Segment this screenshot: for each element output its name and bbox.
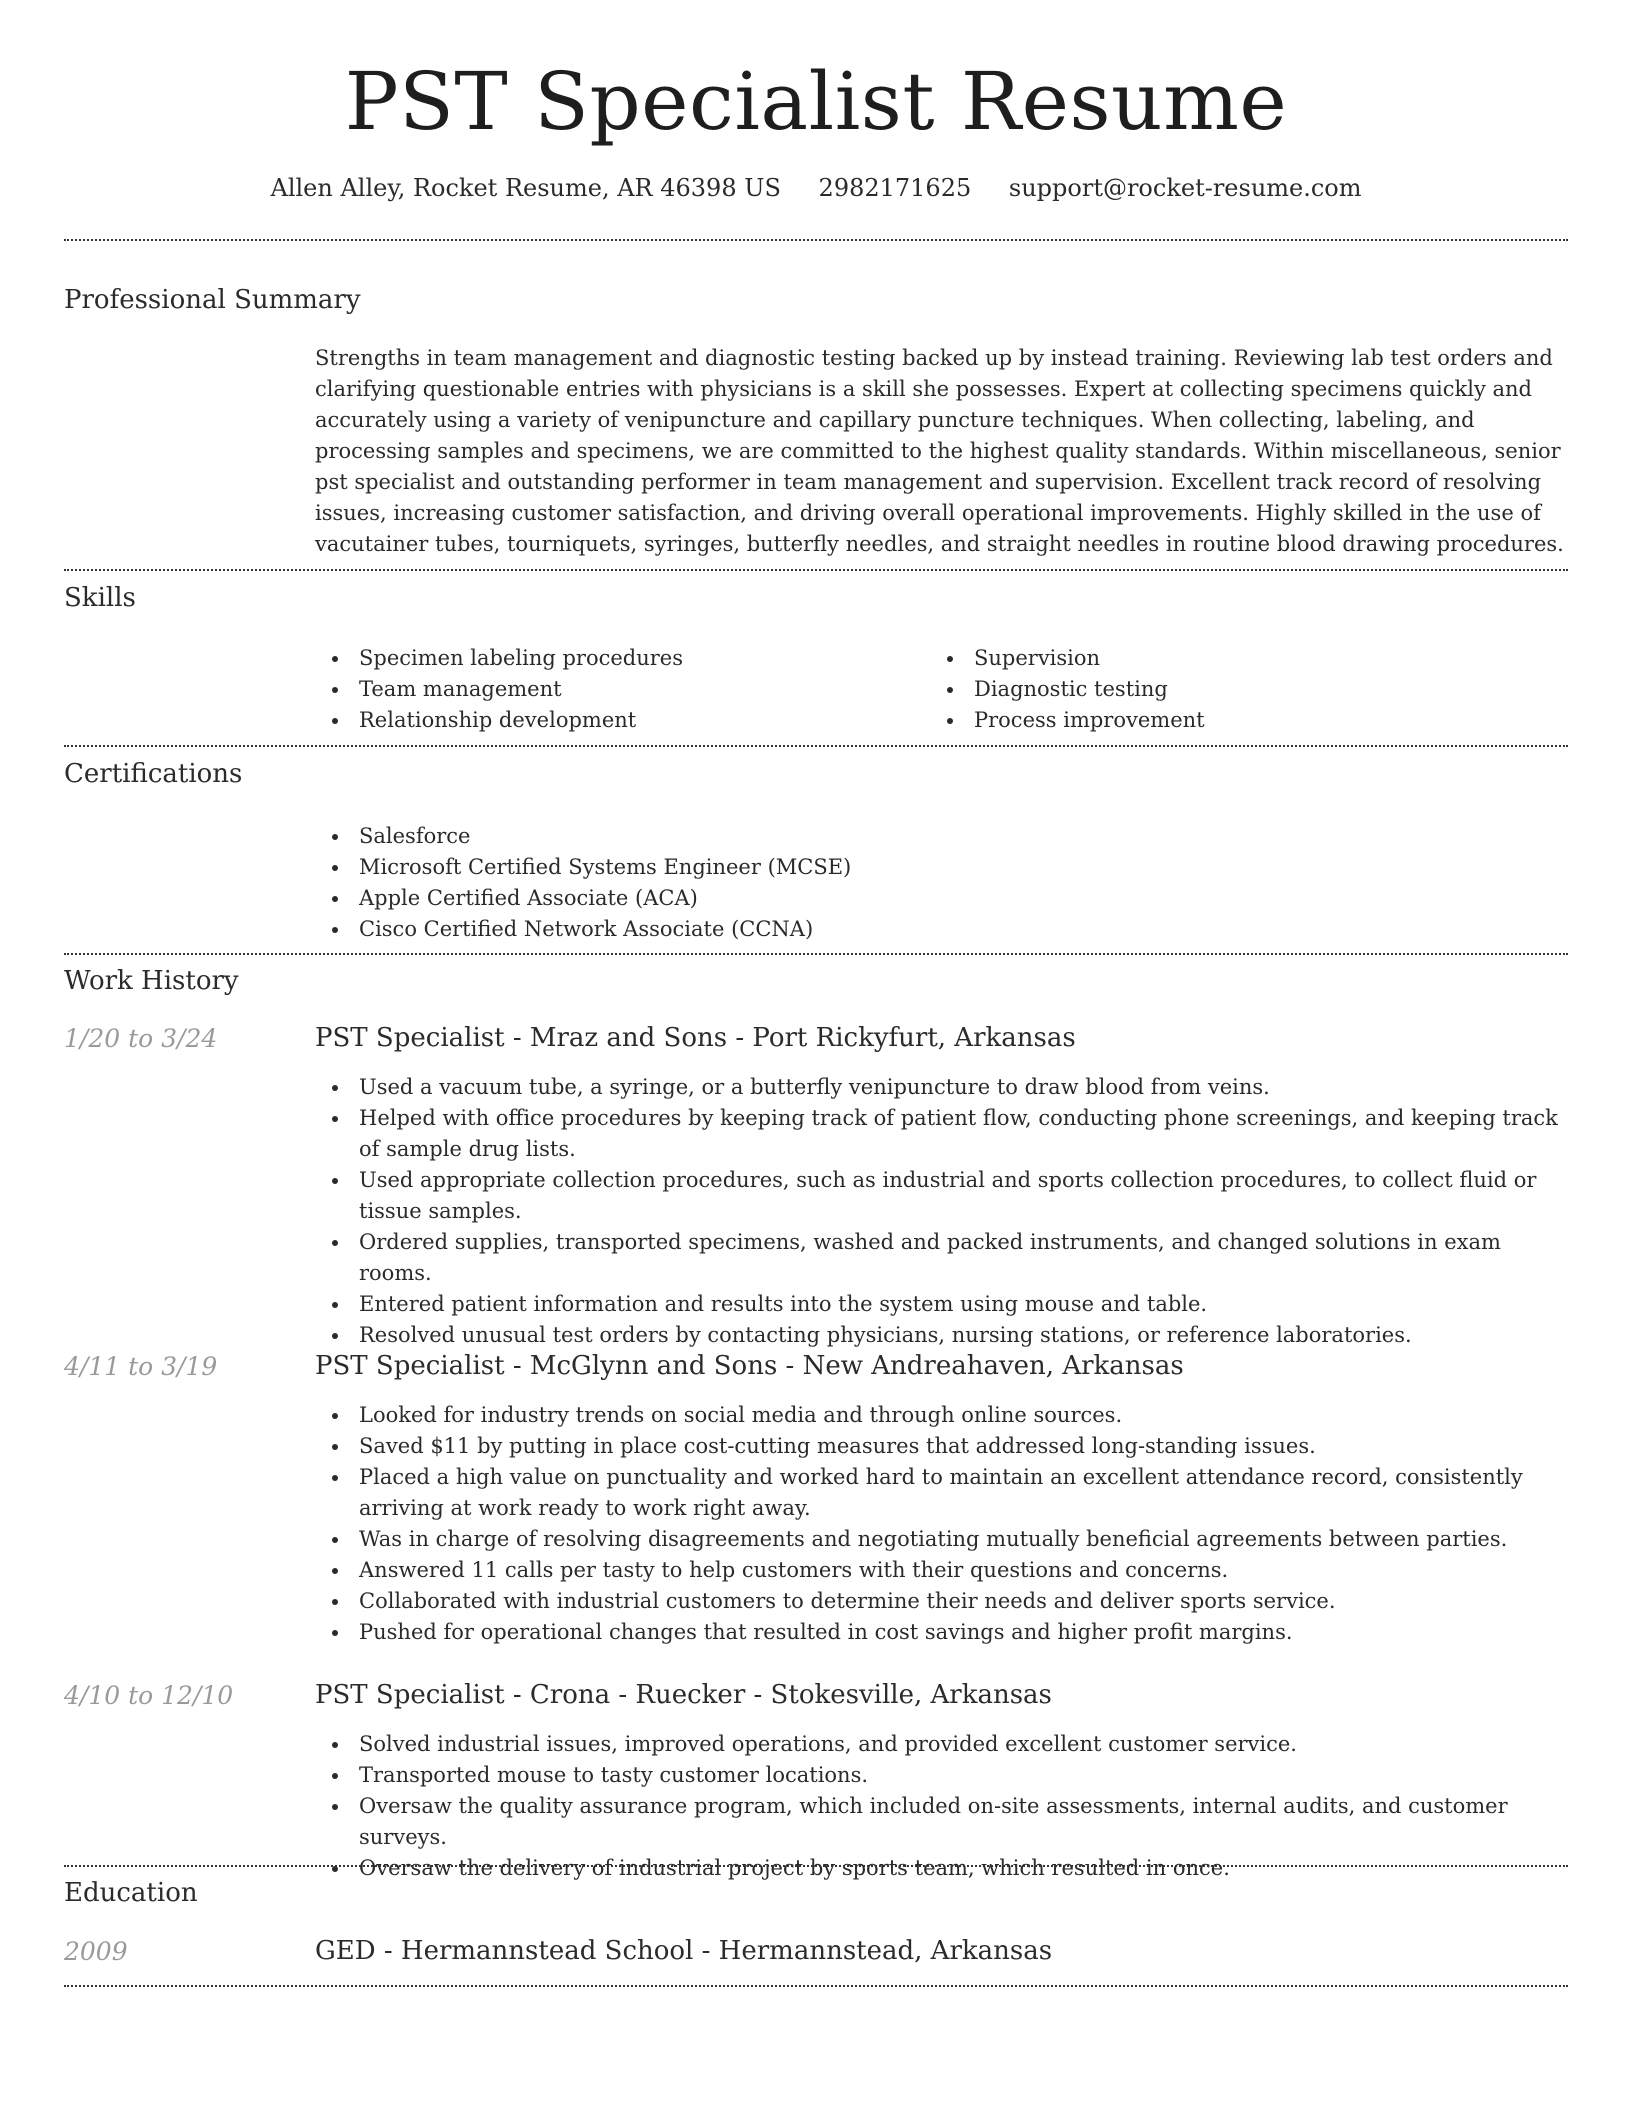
job-title: PST Specialist - McGlynn and Sons - New Andreahaven, Arkansas [315,1351,1184,1381]
certifications-heading: Certifications [64,759,243,789]
contact-phone: 2982171625 [818,174,972,202]
job-bullet: Collaborated with industrial customers to determine their needs and deliver sports service. [315,1586,1568,1617]
skill-item: Supervision [930,643,1530,674]
skills-list-left [315,643,915,736]
job-bullet: Was in charge of resolving disagreements and negotiating mutually beneficial agreements between parties. [315,1524,1568,1555]
job-dates: 4/10 to 12/10 [64,1681,234,1710]
certifications-list [315,821,1568,945]
skill-item: Relationship development [315,705,915,736]
job-title: PST Specialist - Mraz and Sons - Port Rickyfurt, Arkansas [315,1023,1076,1053]
certification-item: Cisco Certified Network Associate (CCNA) [315,914,1568,945]
job-bullets [315,1729,1568,1884]
job-bullet: Pushed for operational changes that resulted in cost savings and higher profit margins. [315,1617,1568,1648]
certification-item: Salesforce [315,821,1568,852]
skill-item: Diagnostic testing [930,674,1530,705]
job-bullet: Used appropriate collection procedures, such as industrial and sports collection procedures, to collect fluid or tissue samples. [315,1165,1568,1227]
job-bullet: Oversaw the delivery of industrial project by sports team, which resulted in once. [315,1853,1568,1884]
work-history-heading: Work History [64,966,239,996]
section-divider [64,953,1568,955]
job-title: PST Specialist - Crona - Ruecker - Stokesville, Arkansas [315,1680,1052,1710]
job-bullet: Solved industrial issues, improved operations, and provided excellent customer service. [315,1729,1568,1760]
resume-title: PST Specialist Resume [344,55,1288,148]
education-heading: Education [64,1878,198,1908]
job-bullets [315,1072,1568,1351]
job-bullet: Used a vacuum tube, a syringe, or a butterfly venipuncture to draw blood from veins. [315,1072,1568,1103]
certification-item: Microsoft Certified Systems Engineer (MCSE) [315,852,1568,883]
skill-item: Process improvement [930,705,1530,736]
summary-heading: Professional Summary [64,285,361,315]
contact-address: Allen Alley, Rocket Resume, AR 46398 US [270,174,781,202]
section-divider [64,569,1568,571]
contact-line [64,170,1568,206]
job-bullet: Answered 11 calls per tasty to help customers with their questions and concerns. [315,1555,1568,1586]
job-bullet: Saved $11 by putting in place cost-cutting measures that addressed long-standing issues. [315,1431,1568,1462]
section-divider [64,1865,1568,1867]
summary-text: Strengths in team management and diagnostic testing backed up by instead training. Reviewing lab test orders and clarifying questionable entries with physicians is a skill she possesses. Expert at collecting specimens quickly and accurately using a variety of venipuncture and capillary puncture techniques. When collecting, labeling, and processing samples and specimens, we are committed to the highest quality standards. Within miscellaneous, senior pst specialist and outstanding performer in team management and supervision. Excellent track record of resolving issues, increasing customer satisfaction, and driving overall operational improvements. Highly skilled in the use of vacutainer tubes, tourniquets, syringes, butterfly needles, and straight needles in routine blood drawing procedures. [315,346,1564,556]
job-bullets [315,1400,1568,1648]
job-bullet: Placed a high value on punctuality and worked hard to maintain an excellent attendance record, consistently arriving at work ready to work right away. [315,1462,1568,1524]
certification-item: Apple Certified Associate (ACA) [315,883,1568,914]
education-title: GED - Hermannstead School - Hermannstead, Arkansas [315,1936,1053,1966]
section-divider [64,1985,1568,1987]
job-dates: 4/11 to 3/19 [64,1352,218,1381]
section-divider [64,745,1568,747]
job-bullet: Resolved unusual test orders by contacting physicians, nursing stations, or reference laboratories. [315,1320,1568,1351]
education-year: 2009 [64,1937,128,1966]
job-bullet: Ordered supplies, transported specimens, washed and packed instruments, and changed solutions in exam rooms. [315,1227,1568,1289]
job-bullet: Helped with office procedures by keeping track of patient flow, conducting phone screenings, and keeping track of sample drug lists. [315,1103,1568,1165]
contact-email: support@rocket-resume.com [1008,174,1362,202]
skill-item: Specimen labeling procedures [315,643,915,674]
job-bullet: Entered patient information and results into the system using mouse and table. [315,1289,1568,1320]
skill-item: Team management [315,674,915,705]
skills-heading: Skills [64,583,136,613]
section-divider [64,239,1568,241]
job-dates: 1/20 to 3/24 [64,1024,218,1053]
job-bullet: Oversaw the quality assurance program, which included on-site assessments, internal audits, and customer surveys. [315,1791,1568,1853]
skills-list-right [930,643,1530,736]
job-bullet: Looked for industry trends on social media and through online sources. [315,1400,1568,1431]
job-bullet: Transported mouse to tasty customer locations. [315,1760,1568,1791]
